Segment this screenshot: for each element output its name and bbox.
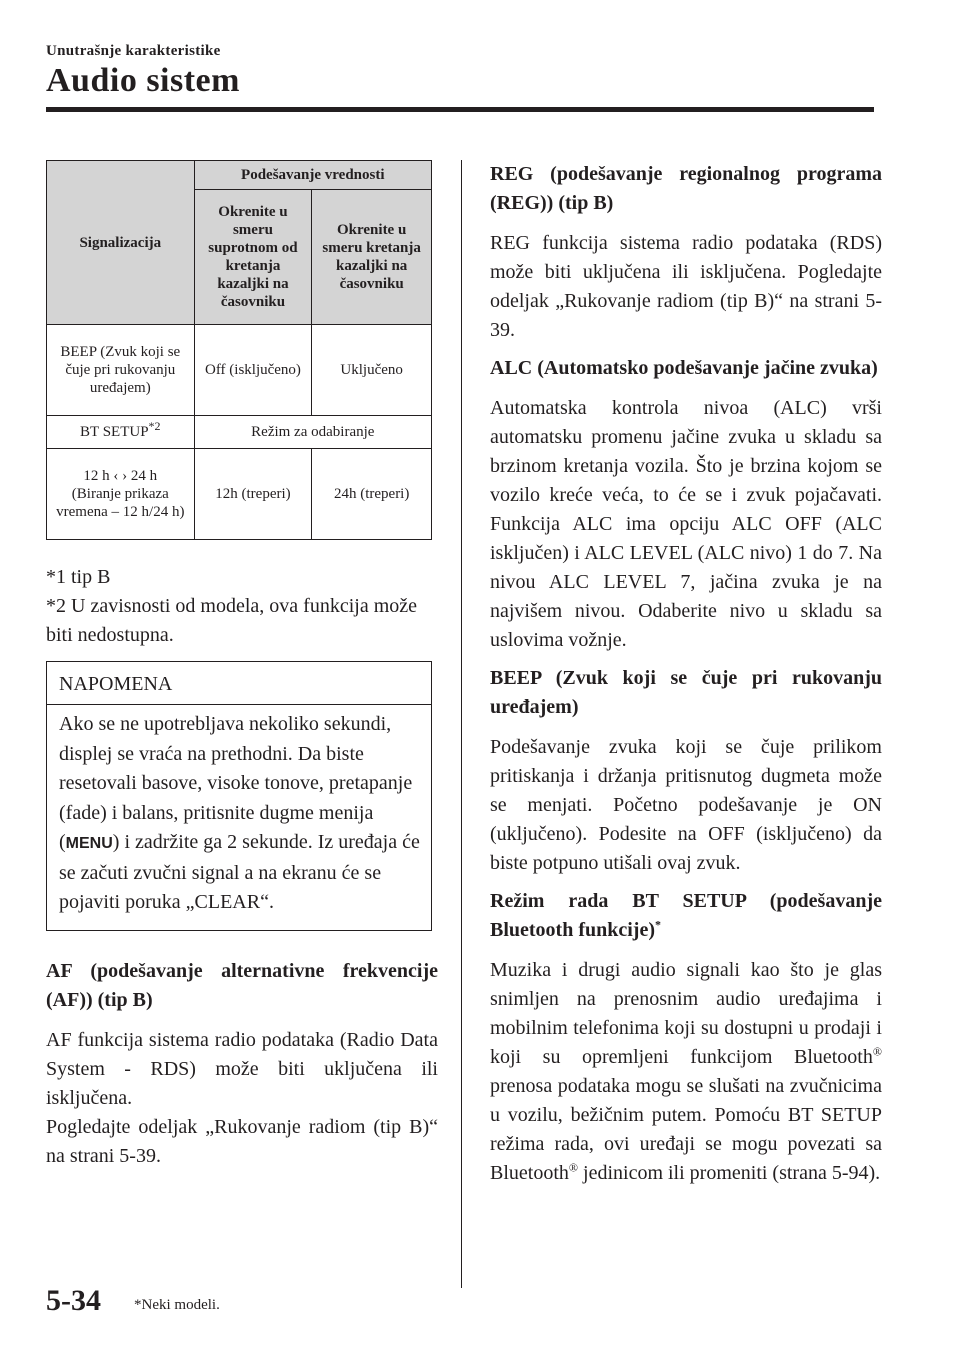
arrows-icon: ‹ ›: [113, 468, 128, 484]
footnotes: [46, 563, 436, 650]
beep-body: Podešavanje zvuka koji se čuje prilikom pritiskanja i držanja pritisnutog dugmeta može se menjati. Početno podešavanje je ON (uključeno). Podesite na OFF (isključeno) da biste potpuno utišali ovaj zvuk.: [490, 736, 882, 874]
value-clock-cw: 24h (treperi): [312, 449, 432, 540]
value-bt-setup: Režim za odabiranje: [194, 416, 431, 449]
alc-heading: ALC (Automatsko podešavanje jačine zvuka): [490, 357, 878, 379]
reg-heading: REG (podešavanje regionalnog programa (REG)) (tip B): [490, 163, 882, 214]
registered-mark: ®: [568, 1160, 579, 1175]
section-label: Unutrašnje karakteristike: [46, 43, 221, 59]
af-heading: AF (podešavanje alternativne frekvencije (AF)) (tip B): [46, 960, 438, 1011]
value-beep-cw: Uključeno: [312, 325, 432, 416]
table-row: [47, 416, 432, 449]
bt-body: Muzika i drugi audio signali kao što je glas snimljen na prenosnim audio uređajima i mobilnim telefonima koji su dostupni u prodaji i koji su opremljeni funkcijom Bluetooth® prenosa podataka mogu se slušati na zvučnicima u vozilu, bežičnim putem. Pomoću BT SETUP režima rada, ovi uređaji se mogu povezati sa Bluetooth® jedinicom ili promeniti (strana 5-94).: [490, 959, 882, 1184]
column-divider: [461, 160, 462, 1288]
header-cw: Okrenite u smeru kretanja kazaljki na časovniku: [312, 190, 432, 325]
page-title: Audio sistem: [46, 62, 240, 99]
signal-clock: 12 h ‹ › 24 h (Biranje prikaza vremena – 12 h/24 h): [47, 449, 195, 540]
af-body-1: AF funkcija sistema radio podataka (Radio Data System - RDS) može biti uključena ili isključena.: [46, 1029, 438, 1109]
footer-note: *Neki modeli.: [134, 1297, 220, 1313]
footnote-2: *2 U zavisnosti od modela, ova funkcija može biti nedostupna.: [46, 595, 418, 646]
footnote-1: *1 tip B: [46, 566, 111, 588]
bt-heading: Režim rada BT SETUP (podešavanje Bluetooth funkcije)*: [490, 890, 882, 941]
value-clock-ccw: 12h (treperi): [194, 449, 312, 540]
menu-key-label: MENU: [65, 835, 113, 852]
page-number: 5-34: [46, 1284, 101, 1317]
left-column-text: [46, 957, 438, 1171]
af-body-2: Pogledajte odeljak „Rukovanje radiom (tip B)“ na strani 5-39.: [46, 1116, 438, 1167]
value-beep-ccw: Off (isključeno): [194, 325, 312, 416]
signal-beep: BEEP (Zvuk koji se čuje pri rukovanju uređajem): [47, 325, 195, 416]
settings-table: [46, 160, 432, 540]
title-rule: [46, 107, 874, 112]
header-value: Podešavanje vrednosti: [194, 161, 431, 190]
signal-bt-setup: BT SETUP$^{*2}$: [47, 416, 195, 449]
registered-mark: ®: [872, 1044, 882, 1059]
header-signal: Signalizacija: [47, 161, 195, 325]
beep-heading: BEEP (Zvuk koji se čuje pri rukovanju uređajem): [490, 667, 882, 718]
table-header-row: [47, 161, 432, 190]
header-ccw: Okrenite u smeru suprotnom od kretanja kazaljki na časovniku: [194, 190, 312, 325]
table-row: [47, 325, 432, 416]
right-column-text: [490, 160, 882, 1188]
note-body: Ako se ne upotrebljava nekoliko sekundi, displej se vraća na prethodni. Da biste resetovali basove, visoke tonove, pretapanje (fade) i balans, pritisnite dugme menija (MENU) i zadržite ga 2 sekunde. Iz uređaja će se začuti zvučni signal a na ekranu će se pojaviti poruka „CLEAR“.: [59, 713, 420, 913]
note-box: [46, 661, 432, 931]
reg-body: REG funkcija sistema radio podataka (RDS) može biti uključena ili isključena. Pogledajte odeljak „Rukovanje radiom (tip B)“ na strani 5-39.: [490, 232, 882, 341]
alc-body: Automatska kontrola nivoa (ALC) vrši automatsku promenu jačine zvuka u skladu sa brzinom kretanja vozila. Što je brzina kojom se vozilo kreće veća, to će se i zvuk pojačavati. Funkcija ALC ima opciju ALC OFF (ALC isključen) i ALC LEVEL (ALC nivo) 1 do 7. Na nivou ALC LEVEL 7, jačina zvuka je na najvišem nivou. Odaberite nivo u skladu sa uslovima vožnje.: [490, 397, 882, 651]
note-heading: NAPOMENA: [47, 662, 431, 705]
table-row: [47, 449, 432, 540]
